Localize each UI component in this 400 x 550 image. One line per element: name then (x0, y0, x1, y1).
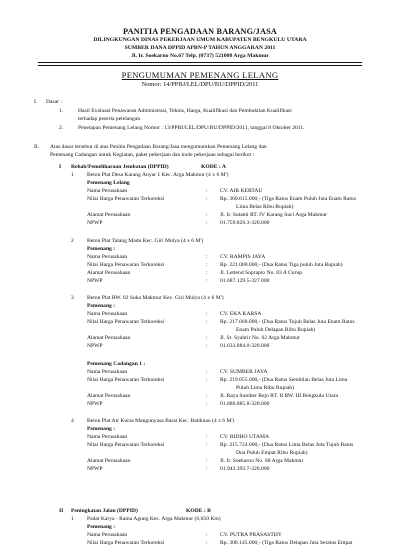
field-colon: : (206, 540, 208, 546)
npwp-value: 01.759.829.3-328.000 (220, 220, 270, 226)
bid-value: Rp. 360.615.000,- (Tiga Ratus Enam Puluh Juta Enam Ratus (220, 196, 356, 202)
field-label: Nilai Harga Penawaran Terkoreksi (87, 377, 165, 383)
field-label: Nama Perusahaan (87, 254, 128, 260)
field-colon: : (206, 278, 208, 284)
field-label: NPWP (87, 401, 103, 407)
field-colon: : (206, 458, 208, 464)
field-label: NPWP (87, 466, 103, 472)
field-label: Alamat Perusahaan (87, 393, 131, 399)
section-1-item-number: 2. (59, 125, 64, 131)
group-b-code: KODE : B (186, 508, 211, 514)
company-name: CV. PUTRA PRASASTHY (220, 532, 282, 538)
header-address: Jl. Ir. Soekarno No.67 Telp. (0737) 521008 Arga Makmur (131, 53, 269, 59)
field-colon: : (206, 212, 208, 218)
package-number: 4 (71, 418, 74, 424)
group-b-title: Peningkatan Jalan (DPPID) (71, 508, 138, 514)
field-colon: : (206, 442, 208, 448)
company-name: CV. SUMBER JAYA (220, 369, 268, 375)
company-name: CV. RIDHO UTAMA (220, 434, 270, 440)
field-label: Nama Perusahaan (87, 311, 128, 317)
winner-heading: Pemenang Lelang (87, 180, 130, 186)
field-label: Nilai Harga Penawaran Terkoreksi (87, 319, 165, 325)
section-1-item-number: 1. (59, 108, 64, 114)
bid-value-continuation: Enam Puluh Delapan Ribu Rupiah) (236, 327, 316, 333)
field-colon: : (206, 270, 208, 276)
bid-value-continuation: Puluh Lima Ribu Rupiah) (236, 385, 294, 391)
field-label: Alamat Perusahaan (87, 212, 131, 218)
group-b-number: II (59, 508, 64, 514)
group-a-number: I (59, 164, 62, 170)
field-colon: : (206, 401, 208, 407)
package-name: Beton Plat RW. 02 Suka Makmur Kec. Giri Mulya (4 x 6 M') (87, 295, 224, 301)
npwp-value: 01.633.884.0-328.000 (220, 343, 270, 349)
field-label: NPWP (87, 278, 103, 284)
header-funding: SUMBER DANA DPPID APBN-P TAHUN ANGGARAN 2011 (124, 45, 276, 51)
field-colon: : (206, 369, 208, 375)
bid-value-continuation: Dua Puluh Empat Ribu Rupiah) (236, 450, 308, 456)
field-label: Nama Perusahaan (87, 532, 128, 538)
bid-value: Rp. 215.724.000,- (Dua Ratus Lima Belas Juta Tujuh Ratus (220, 442, 354, 448)
field-colon: : (206, 254, 208, 260)
header-committee: PANITIA PENGADAAN BARANG/JASA (123, 27, 277, 36)
bid-value: Rp. 219.055.000,- (Dua Ratus Sembilan Belas Juta Lima (220, 377, 348, 383)
package-name: Beton Plat Air Kuras Mangunyasa Barat Kec. Batiknau (4 x 6 M') (87, 418, 235, 424)
field-colon: : (206, 262, 208, 268)
announcement-number: Nomor: 14/PPBJ/LEL/DPU/BU/DPPID/2011 (141, 81, 259, 88)
company-name: CV. AIR KERTAU (220, 188, 263, 194)
field-colon: : (206, 196, 208, 202)
field-label: NPWP (87, 220, 103, 226)
field-colon: : (206, 311, 208, 317)
field-label: Alamat Perusahaan (87, 335, 131, 341)
package-name: Padat Karya - Rama Agung Kec. Arga Makmur (0,650 Km) (87, 516, 221, 522)
section-1-item-continuation: terhadap peserta pelelangan (78, 116, 141, 122)
field-label: NPWP (87, 343, 103, 349)
bid-value: Rp. 217.668.000,- (Dua Ratus Tujuh Belas Juta Enam Ratus (220, 319, 355, 325)
package-number: 3 (71, 295, 74, 301)
field-label: Nama Perusahaan (87, 369, 128, 375)
winner-heading: Pemenang : (87, 524, 116, 530)
field-colon: : (206, 466, 208, 472)
bid-value: Rp. 308.145.000,- (Tiga Ratus Delapan Juta Seratus Empat (220, 540, 353, 546)
header-department: DILINGKUNGAN DINAS PEKERJAAN UMUM KABUPATEN BENGKULU UTARA (93, 37, 307, 43)
section-2-text: Pemenang Cadangan untuk Kegiatan, paket pekerjaan dan kode pekerjaan sebagai berikut : (50, 152, 255, 158)
company-name: CV. EKA KARSA (220, 311, 262, 317)
header-rule-thick (38, 62, 362, 63)
field-colon: : (206, 188, 208, 194)
company-address: Jl. Ir. Sutami RT. IV Karang Suci Arga Makmur (220, 212, 328, 218)
bid-value: Rp. 221.000.000,- (Dua Ratus Tiga puluh Juta Rupiah) (220, 262, 343, 268)
npwp-value: 01.886.085.8-328.000 (220, 401, 270, 407)
field-colon: : (206, 319, 208, 325)
field-colon: : (206, 532, 208, 538)
field-label: Nilai Harga Penawaran Terkoreksi (87, 262, 165, 268)
company-address: Jl. St. Syahrir No. 02 Arga Makmur (220, 335, 300, 341)
field-label: Nilai Harga Penawaran Terkoreksi (87, 540, 165, 546)
field-colon: : (206, 393, 208, 399)
field-label: Nama Perusahaan (87, 434, 128, 440)
package-number: 2 (71, 238, 74, 244)
field-label: Nilai Harga Penawaran Terkoreksi (87, 196, 165, 202)
section-1-item-text: Penetapan Pemenang Lelang Nomor : 13/PPBJ/LEL/DPU/BU/DPPID/2011, tanggal 8 Oktober 2011. (78, 125, 305, 131)
winner-heading: Pemenang : (87, 426, 116, 432)
section-1-label: Dasar : (46, 99, 62, 105)
announcement-title: PENGUMUMAN PEMENANG LELANG (121, 70, 279, 80)
section-2-number: II. (34, 144, 40, 150)
npwp-value: 01.943.393.7-328.000 (220, 466, 270, 472)
npwp-value: 01.687.129.5-327.000 (220, 278, 270, 284)
winner-heading: Pemenang : (87, 246, 116, 252)
field-label: Nama Perusahaan (87, 188, 128, 194)
company-address: Jl. Lettend Suprapto No. 83 A Curup (220, 270, 303, 276)
company-name: CV. RAMPIS JAYA (220, 254, 266, 260)
field-colon: : (206, 434, 208, 440)
field-colon: : (206, 343, 208, 349)
package-name: Beton Plat Desa Karang Anyar 1 Kec. Arga Makmur (4 x 6 M') (87, 172, 229, 178)
field-label: Nilai Harga Penawaran Terkoreksi (87, 442, 165, 448)
company-address: Jl. Raya Sumber Rejo RT. II RW. III Bengkulu Utara (220, 393, 339, 399)
winner-heading: Pemenang : (87, 303, 116, 309)
field-label: Alamat Perusahaan (87, 270, 131, 276)
group-a-code: KODE : A (201, 164, 226, 170)
package-number: 1 (71, 516, 74, 522)
section-1-number: I. (34, 99, 38, 105)
field-label: Alamat Perusahaan (87, 458, 131, 464)
company-address: Jl. Ir. Soekarno No. 68 Arga Makmur (220, 458, 304, 464)
field-colon: : (206, 377, 208, 383)
package-name: Beton Plat Talang Madu Kec. Giri Mulya (4 x 6 M') (87, 238, 204, 244)
section-1-item-text: Hasil Evaluasi Penawaran Administrasi, Teknis, Harga, Kualifikasi dan Pembuktian Kualifikasi (78, 108, 292, 114)
section-2-text: Atas dasar tersebut di atas Panitia Pengadaan Barang/Jasa mengumumkan Pemenang Lelang dan (50, 144, 267, 150)
bid-value-continuation: Lima Belas Ribu Rupiah) (236, 204, 294, 210)
field-colon: : (206, 220, 208, 226)
field-colon: : (206, 335, 208, 341)
header-rule-thin (38, 65, 362, 66)
package-number: 1 (71, 172, 74, 178)
group-a-title: Rehab/Pemeliharaan Jembatan (DPPID) (71, 164, 169, 170)
reserve-winner-heading: Pemenang Cadangan 1 : (87, 361, 146, 367)
